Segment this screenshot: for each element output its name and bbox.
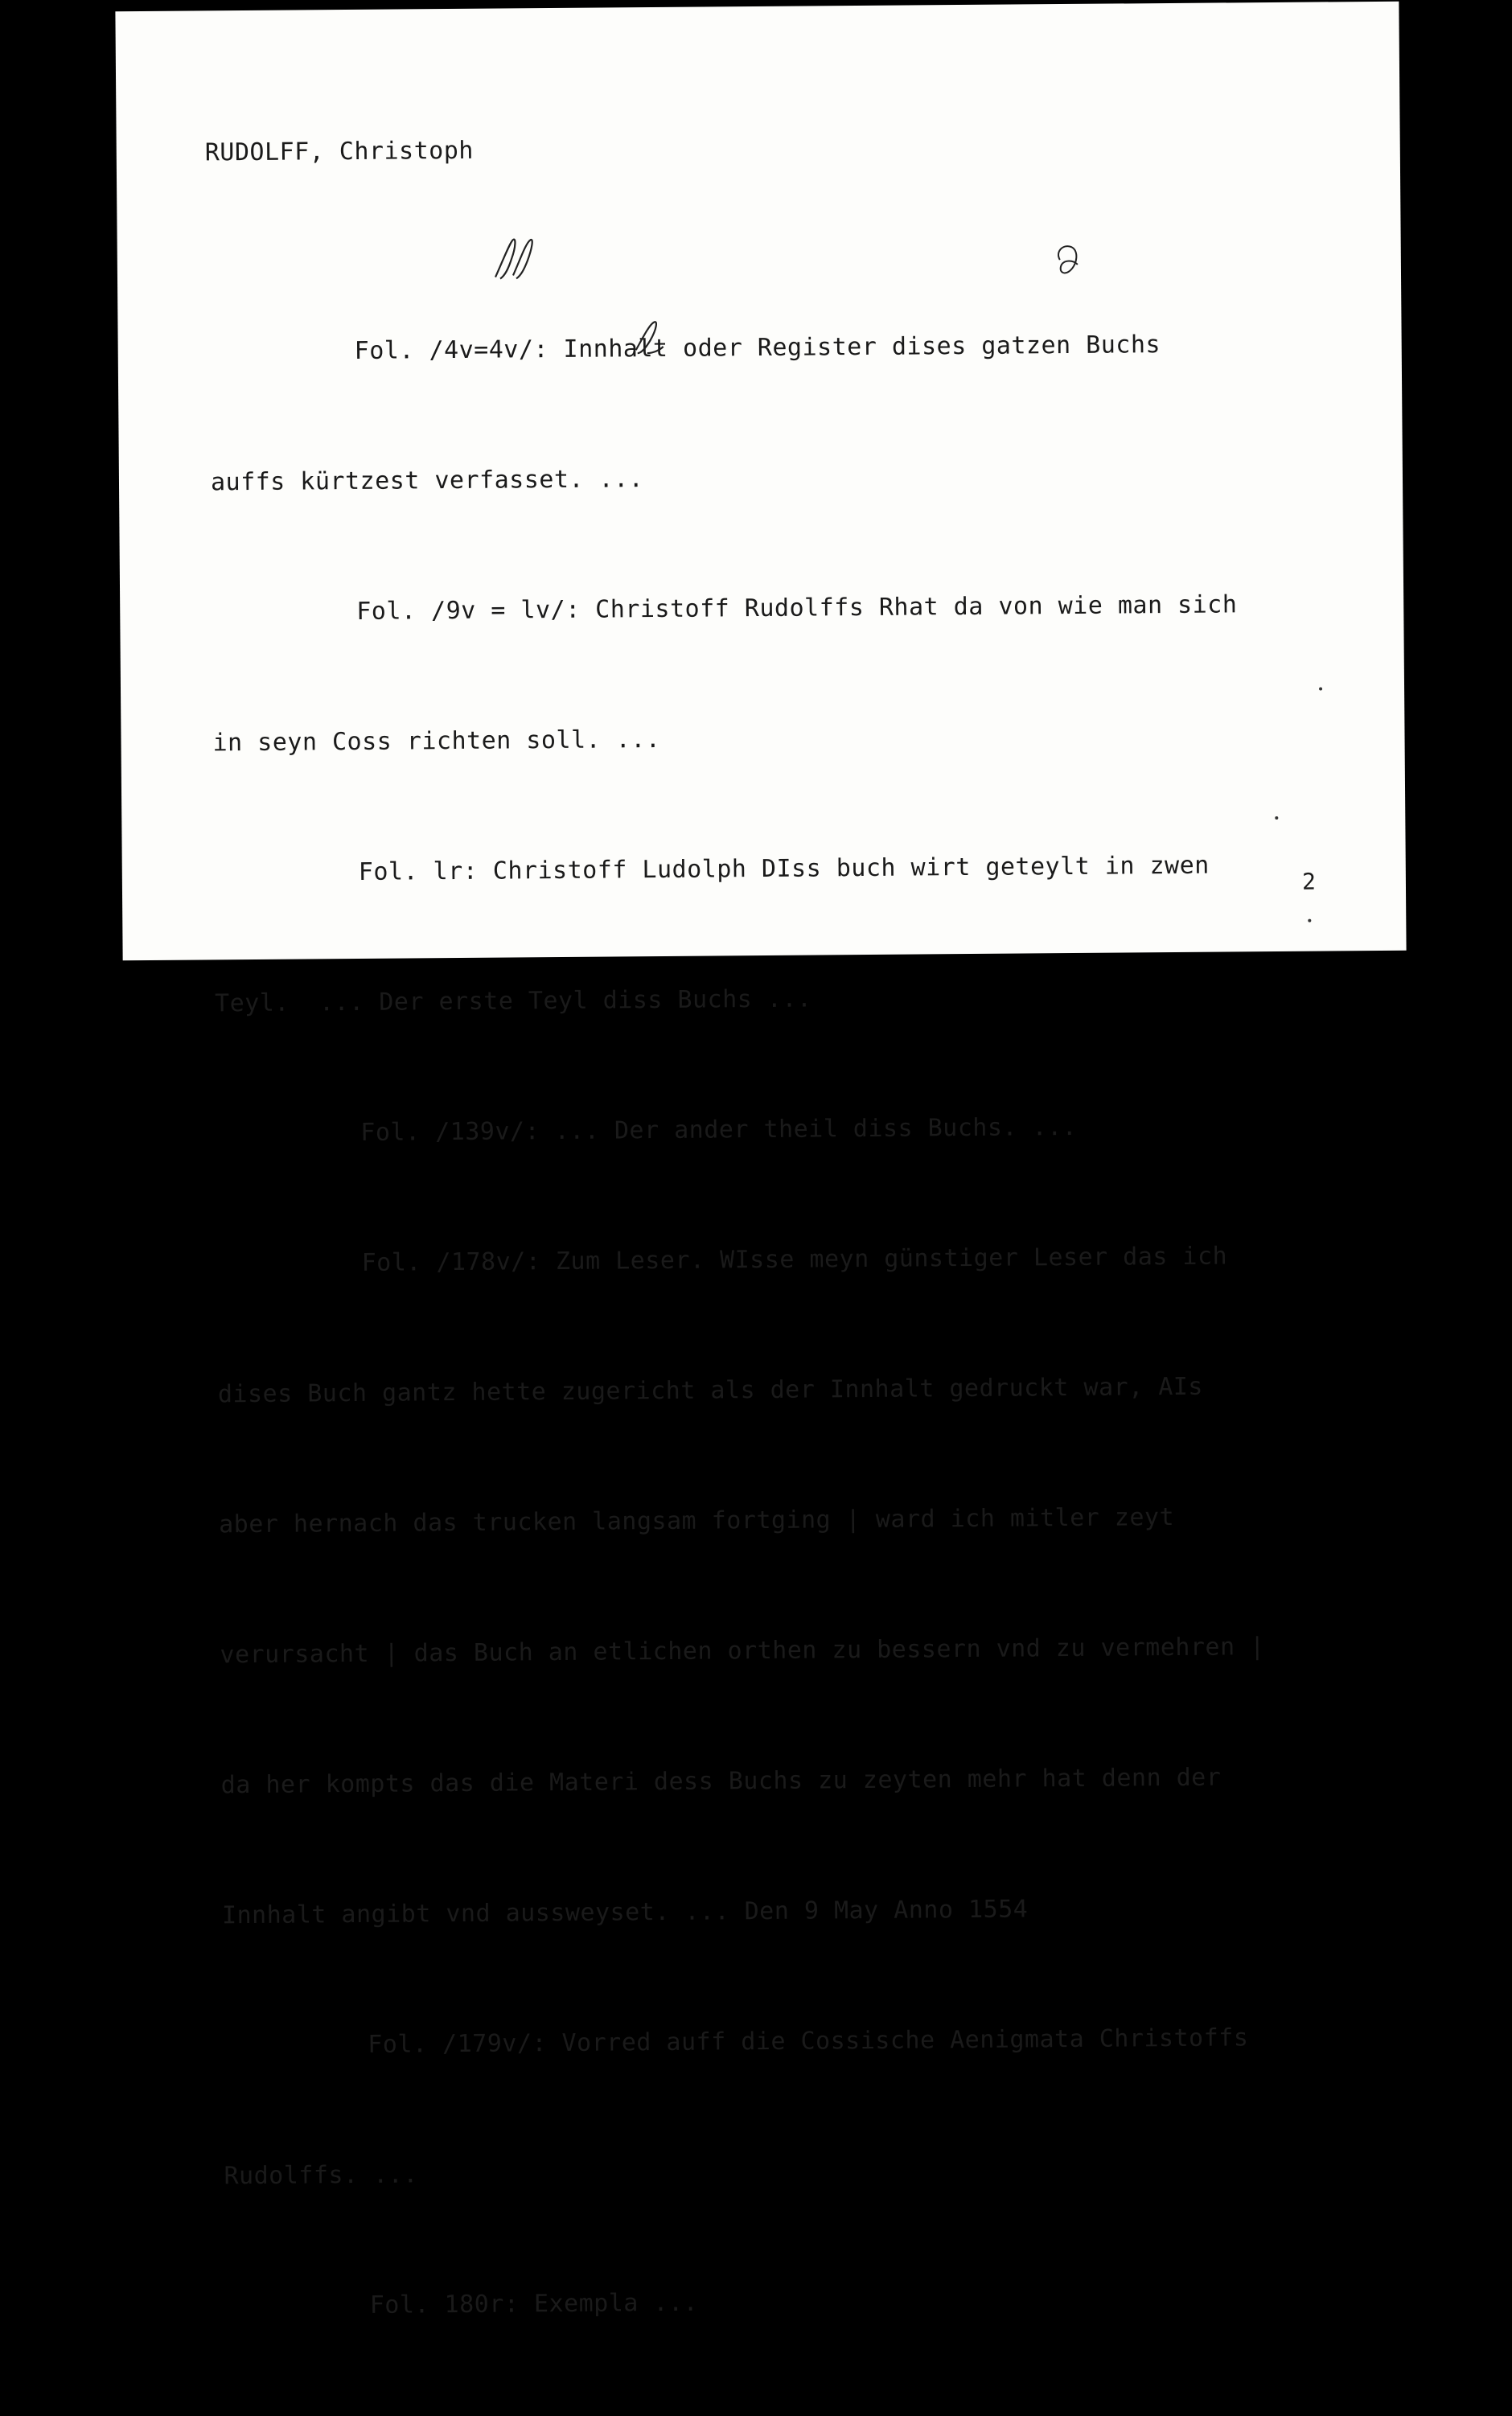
card-body: [209, 236, 1271, 2415]
body-line: dises Buch gantz hette zugericht als der Innhalt gedruckt war, AIs: [217, 1372, 1204, 1409]
body-line: da her kompts das die Materi dess Buchs zu zeyten mehr hat denn der: [220, 1763, 1222, 1800]
body-line: verursacht | das Buch an etlichen orthen zu bessern vnd zu vermehren |: [220, 1633, 1265, 1670]
body-line: Fol. /178v/: Zum Leser. WIsse meyn günstiger Leser das ich: [361, 1242, 1228, 1277]
body-line: Fol. /9v = lv/: Christoff Rudolffs Rhat da von wie man sich: [356, 590, 1238, 626]
ink-speck: [1308, 919, 1311, 922]
ink-speck: [1319, 688, 1322, 691]
body-line: Fol. 180r: Exempla ...: [369, 2288, 699, 2319]
body-line: Fol. lr: Christoff Ludolph DIss buch wirt geteylt in zwen: [358, 851, 1210, 886]
page-number: 2: [1301, 868, 1317, 895]
index-card: [115, 2, 1406, 2319]
body-line: aber hernach das trucken langsam fortging | ward ich mitler zeyt: [219, 1503, 1175, 1539]
body-line: Fol. /4v=4v/: Innhalt oder Register dises gatzen Buchs: [354, 331, 1161, 365]
body-line: Innhalt angibt vnd aussweyset. ... Den 9 May Anno 1554: [221, 1895, 1029, 1930]
card-heading: RUDOLFF, Christoph: [204, 136, 475, 167]
body-line: Rudolffs. ...: [224, 2160, 418, 2191]
body-line: in seyn Coss richten soll. ...: [212, 725, 661, 758]
body-line: auffs kürtzest verfasset. ...: [210, 465, 644, 497]
body-line: Teyl. ... Der erste Teyl diss Buchs ...: [214, 984, 812, 1018]
ink-speck: [1275, 816, 1278, 820]
body-line: Fol. /179v/: Vorred auff die Cossische Aenigmata Christoffs: [368, 2024, 1249, 2059]
body-line: Fol. /139v/: ... Der ander theil diss Buchs. ...: [360, 1112, 1078, 1147]
